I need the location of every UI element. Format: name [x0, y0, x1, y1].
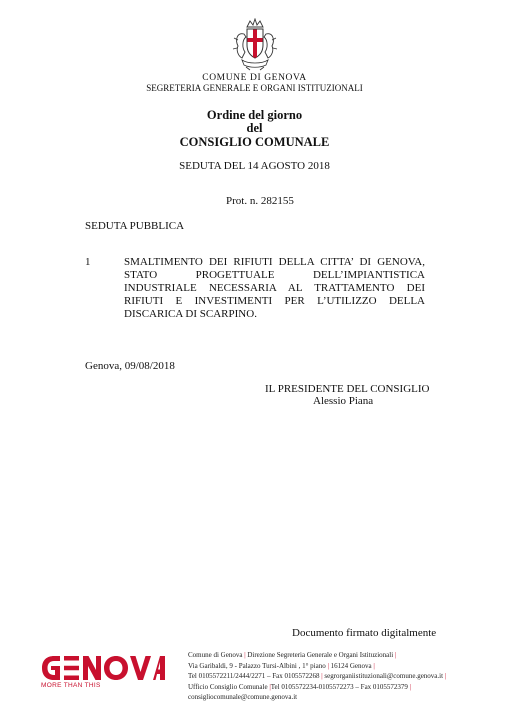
- footer-address: Via Garibaldi, 9 - Palazzo Tursi-Albini , 1° piano: [188, 661, 326, 670]
- signatory-role: IL PRESIDENTE DEL CONSIGLIO: [265, 383, 430, 395]
- signatory-name: Alessio Piana: [313, 395, 374, 407]
- footer-office-phone: Tel 0105572234-0105572273 – Fax 0105572379: [270, 682, 408, 691]
- footer-org: Comune di Genova: [188, 651, 243, 659]
- session-type: SEDUTA PUBBLICA: [85, 220, 185, 232]
- genova-logo: [40, 655, 165, 681]
- footer-city: 16124 Genova: [330, 661, 372, 670]
- footer-email-link[interactable]: segrorganiistituzionali@comune.genova.it: [324, 672, 444, 680]
- document-title-line2: del: [246, 121, 263, 135]
- agenda-item-number: 1: [85, 256, 91, 268]
- org-name: COMUNE DI GENOVA: [202, 73, 307, 83]
- document-title-line1: Ordine del giorno: [206, 108, 303, 122]
- place-date: Genova, 09/08/2018: [85, 360, 175, 372]
- department-name: SEGRETERIA GENERALE E ORGANI ISTITUZIONALI: [146, 83, 363, 93]
- footer-department: Direzione Segreteria Generale e Organi Istituzionali: [247, 651, 394, 659]
- protocol-number: Prot. n. 282155: [226, 195, 294, 207]
- footer-contacts: Comune di Genova | Direzione Segreteria Generale e Organi Istituzionali | Via Garibaldi, 9 - Palazzo Tursi-Albini , 1° piano | 16124 Genova | Tel 0105572211/2444/2271 – Fax 0105572268 | segrorganiistituzionali@comune.genova.it | Ufficio Consiglio Comunale |Tel 0105572234-0105572273 – Fax 0105572379 | consigliocomunale@comune.genova.it: [188, 651, 447, 701]
- document-title-line3: CONSIGLIO COMUNALE: [179, 135, 330, 149]
- footer-office-email-link[interactable]: consigliocomunale@comune.genova.it: [188, 693, 298, 701]
- digital-signature-note: Documento firmato digitalmente: [292, 627, 437, 639]
- logo-tagline: MORE THAN THIS: [41, 682, 101, 689]
- footer-phone: Tel 0105572211/2444/2271 – Fax 0105572268: [188, 672, 320, 680]
- session-date: SEDUTA DEL 14 AGOSTO 2018: [179, 160, 330, 172]
- agenda-item-text: SMALTIMENTO DEI RIFIUTI DELLA CITTA’ DI GENOVA, STATO PROGETTUALE DELL’IMPIANTISTICA INDUSTRIALE NECESSARIA AL TRATTAMENTO DEI RIFIUTI E INVESTIMENTI PER L’UTILIZZO DELLA DISCARICA DI SCARPINO.: [124, 256, 425, 320]
- footer-office: Ufficio Consiglio Comunale: [188, 682, 268, 691]
- city-crest-icon: [232, 18, 278, 72]
